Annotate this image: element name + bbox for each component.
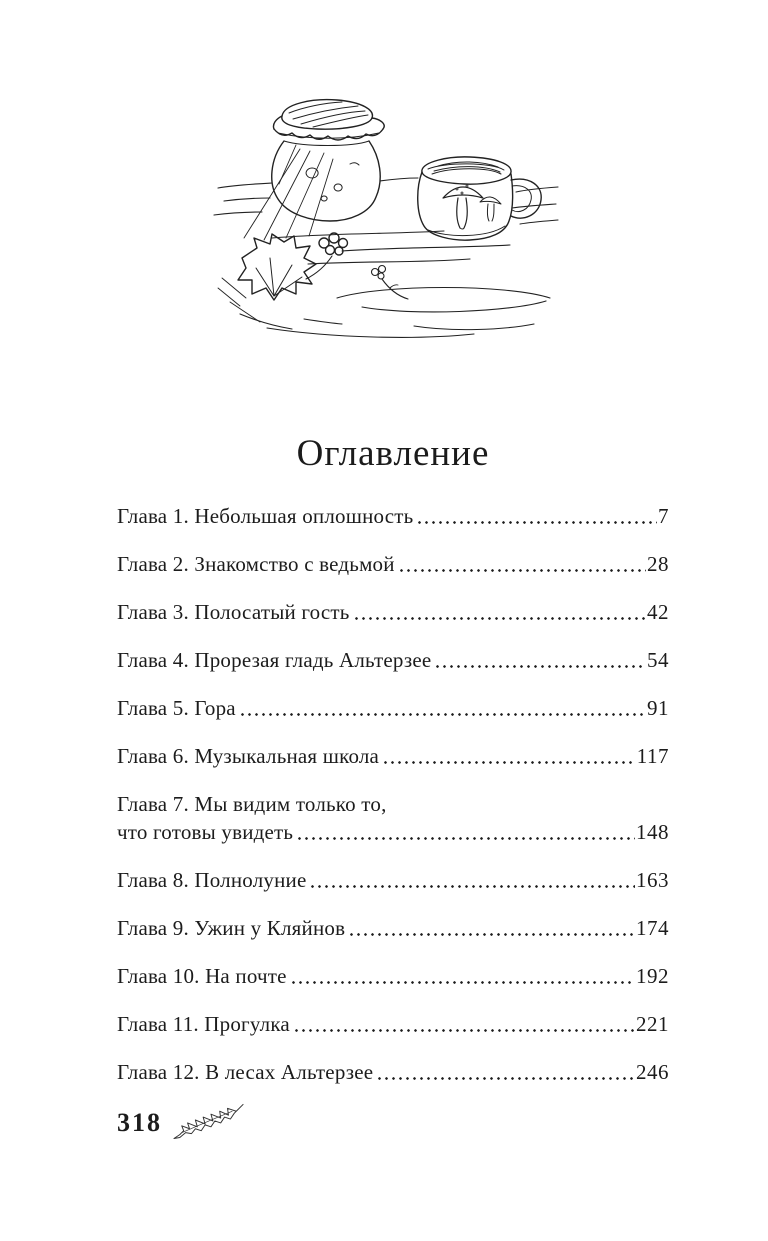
- dot-leader: [311, 885, 635, 888]
- chapter-page-number: 174: [636, 916, 669, 940]
- toc-entry: [117, 694, 669, 722]
- chapter-page-number: 163: [636, 868, 669, 892]
- chapter-label: Глава 12. В лесах Альтерзее: [117, 1060, 374, 1084]
- dot-leader: [292, 981, 635, 984]
- chapter-label: что готовы увидеть: [117, 820, 294, 844]
- toc-entry: [117, 598, 669, 626]
- honey-jar-and-mug-illustration: [212, 88, 560, 346]
- dot-leader: [384, 761, 636, 764]
- chapter-page-number: 221: [636, 1012, 669, 1036]
- dot-leader: [378, 1077, 635, 1080]
- dandelion-leaf-icon: [172, 1099, 246, 1141]
- chapter-label: Глава 6. Музыкальная школа: [117, 744, 380, 768]
- chapter-label: Глава 4. Прорезая гладь Альтерзее: [117, 648, 432, 672]
- dot-leader: [295, 1029, 635, 1032]
- chapter-page-number: 148: [636, 820, 669, 844]
- chapter-page-number: 91: [647, 696, 669, 720]
- footer-page-number: 318: [117, 1108, 162, 1137]
- toc-entry: [117, 1010, 669, 1038]
- chapter-page-number: 192: [636, 964, 669, 988]
- dot-leader: [436, 665, 646, 668]
- dot-leader: [241, 713, 646, 716]
- toc-entry: [117, 962, 669, 990]
- toc-entry: [117, 866, 669, 894]
- dot-leader: [418, 521, 657, 524]
- toc-entry: [117, 550, 669, 578]
- chapter-page-number: 117: [636, 744, 669, 768]
- chapter-label: Глава 5. Гора: [117, 696, 236, 720]
- chapter-label: Глава 1. Небольшая оплошность: [117, 504, 414, 528]
- toc-entry: [117, 790, 669, 846]
- toc-list: [117, 502, 669, 1106]
- chapter-page-number: 54: [647, 648, 669, 672]
- chapter-label: Глава 11. Прогулка: [117, 1012, 290, 1036]
- toc-entry: [117, 914, 669, 942]
- toc-entry: [117, 502, 669, 530]
- dot-leader: [355, 617, 646, 620]
- toc-title: Оглавление: [296, 433, 490, 474]
- toc-entry: [117, 1058, 669, 1086]
- chapter-label: Глава 3. Полосатый гость: [117, 600, 350, 624]
- chapter-label: Глава 8. Полнолуние: [117, 868, 307, 892]
- chapter-label: Глава 10. На почте: [117, 964, 287, 988]
- dot-leader: [298, 837, 635, 840]
- chapter-label: Глава 7. Мы видим только то,: [117, 792, 387, 816]
- chapter-page-number: 246: [636, 1060, 669, 1084]
- chapter-page-number: 42: [647, 600, 669, 624]
- dot-leader: [400, 569, 646, 572]
- chapter-label: Глава 9. Ужин у Кляйнов: [117, 916, 346, 940]
- page-footer: [117, 1105, 246, 1141]
- chapter-label: Глава 2. Знакомство с ведьмой: [117, 552, 395, 576]
- toc-entry: [117, 742, 669, 770]
- dot-leader: [350, 933, 635, 936]
- chapter-page-number: 7: [658, 504, 669, 528]
- toc-entry: [117, 646, 669, 674]
- chapter-page-number: 28: [647, 552, 669, 576]
